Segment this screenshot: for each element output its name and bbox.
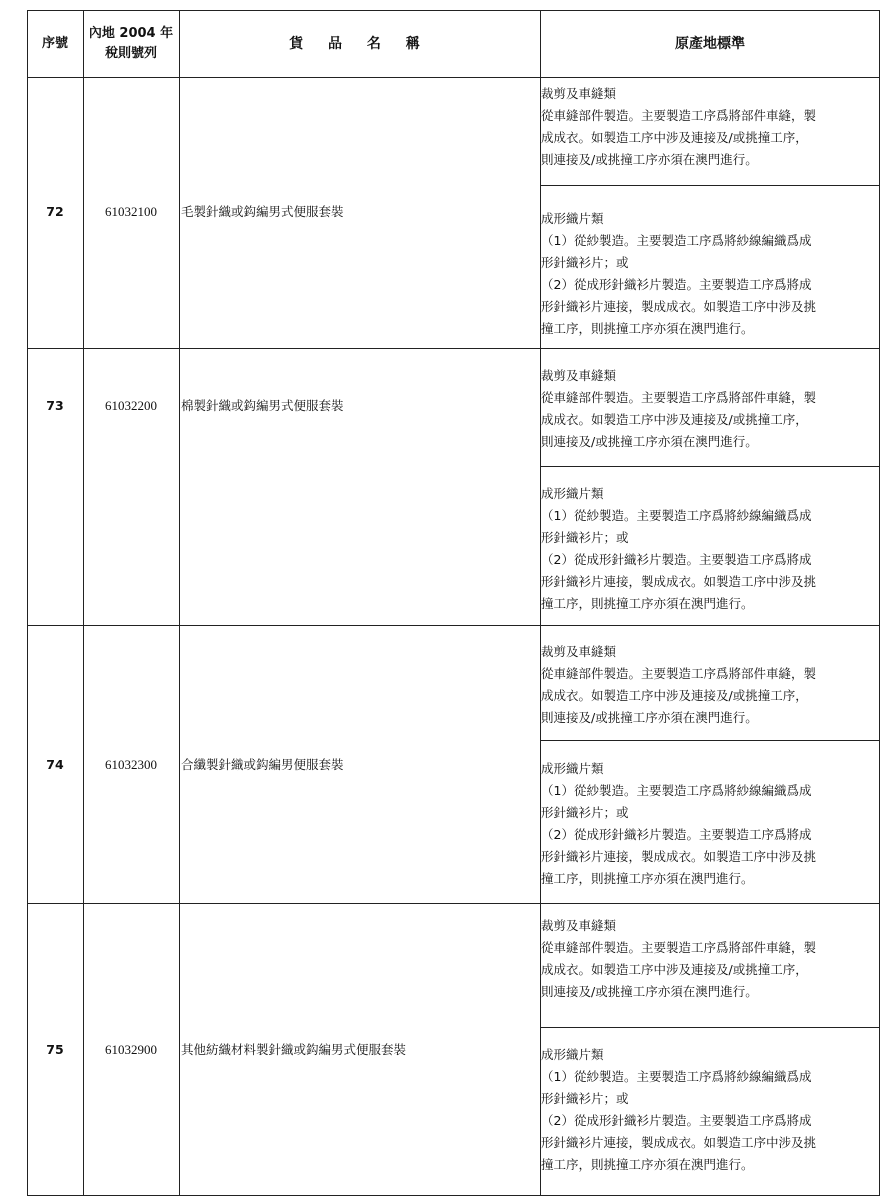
standard-line: 形針織衫片；或 xyxy=(541,255,629,270)
standard-line: （2）從成形針織衫片製造。主要製造工序爲將成 xyxy=(541,827,812,842)
standard-line: 成形織片類 xyxy=(541,761,604,776)
standard-line: 成成衣。如製造工序中涉及連接及/或挑撞工序， xyxy=(541,688,808,703)
row-seq: 73 xyxy=(46,398,64,413)
fully-fashioned-standard xyxy=(541,483,880,615)
standard-line: 撞工序，則挑撞工序亦須在澳門進行。 xyxy=(541,871,754,886)
standard-line: 形針織衫片；或 xyxy=(541,805,629,820)
header-origin-standard: 原產地標準 xyxy=(675,36,745,52)
row-tariff-code: 61032100 xyxy=(105,204,157,219)
standard-line: 裁剪及車縫類 xyxy=(541,918,617,933)
standard-line: 形針織衫片連接，製成成衣。如製造工序中涉及挑 xyxy=(541,574,817,589)
standard-line: （1）從紗製造。主要製造工序爲將紗線編織爲成 xyxy=(541,233,812,248)
row-tariff-code: 61032900 xyxy=(105,1042,157,1057)
row-divider xyxy=(27,625,880,626)
standard-line: 裁剪及車縫類 xyxy=(541,86,617,101)
row-divider xyxy=(27,348,880,349)
standard-line: （2）從成形針織衫片製造。主要製造工序爲將成 xyxy=(541,277,812,292)
cut-and-sew-standard xyxy=(541,365,880,453)
standard-line: （1）從紗製造。主要製造工序爲將紗線編織爲成 xyxy=(541,783,812,798)
standard-line: 形針織衫片；或 xyxy=(541,1091,629,1106)
header-tariff-line2: 稅則號列 xyxy=(104,46,157,61)
sub-row-divider xyxy=(540,740,880,741)
standard-line: 成成衣。如製造工序中涉及連接及/或挑撞工序， xyxy=(541,412,808,427)
cut-and-sew-standard xyxy=(541,641,880,729)
origin-rules-table xyxy=(27,10,880,1196)
column-divider xyxy=(83,10,84,1196)
standard-line: （1）從紗製造。主要製造工序爲將紗線編織爲成 xyxy=(541,1069,812,1084)
row-tariff-code: 61032200 xyxy=(105,398,157,413)
standard-line: 成成衣。如製造工序中涉及連接及/或挑撞工序， xyxy=(541,962,808,977)
standard-line: 則連接及/或挑撞工序亦須在澳門進行。 xyxy=(541,710,758,725)
fully-fashioned-standard xyxy=(541,1044,880,1176)
row-goods-name: 棉製針織或鈎編男式便服套裝 xyxy=(181,398,344,413)
standard-line: 撞工序，則挑撞工序亦須在澳門進行。 xyxy=(541,321,754,336)
standard-line: 形針織衫片連接，製成成衣。如製造工序中涉及挑 xyxy=(541,1135,817,1150)
table-bottom-border xyxy=(27,1195,880,1196)
row-divider xyxy=(27,903,880,904)
standard-line: 裁剪及車縫類 xyxy=(541,644,617,659)
header-tariff-line1: 內地 2004 年 xyxy=(88,26,174,41)
row-goods-name: 其他紡織材料製針織或鈎編男式便服套裝 xyxy=(181,1042,407,1057)
cut-and-sew-standard xyxy=(541,915,880,1003)
standard-line: （2）從成形針織衫片製造。主要製造工序爲將成 xyxy=(541,552,812,567)
standard-line: （1）從紗製造。主要製造工序爲將紗線編織爲成 xyxy=(541,508,812,523)
fully-fashioned-standard xyxy=(541,208,880,340)
standard-line: 則連接及/或挑撞工序亦須在澳門進行。 xyxy=(541,152,758,167)
standard-line: 成形織片類 xyxy=(541,211,604,226)
column-divider xyxy=(179,10,180,1196)
header-goods-name: 貨 品 名 稱 xyxy=(289,36,430,52)
header-tariff xyxy=(83,10,179,78)
standard-line: 成形織片類 xyxy=(541,486,604,501)
standard-line: 則連接及/或挑撞工序亦須在澳門進行。 xyxy=(541,984,758,999)
standard-line: 形針織衫片連接，製成成衣。如製造工序中涉及挑 xyxy=(541,849,817,864)
row-seq: 74 xyxy=(46,757,64,772)
row-goods-name: 合纖製針織或鈎編男便服套裝 xyxy=(181,757,344,772)
standard-line: 成成衣。如製造工序中涉及連接及/或挑撞工序， xyxy=(541,130,808,145)
cut-and-sew-standard xyxy=(541,83,880,171)
standard-line: 從車縫部件製造。主要製造工序爲將部件車縫，製 xyxy=(541,940,817,955)
row-seq: 72 xyxy=(46,204,64,219)
standard-line: 撞工序，則挑撞工序亦須在澳門進行。 xyxy=(541,1157,754,1172)
standard-line: （2）從成形針織衫片製造。主要製造工序爲將成 xyxy=(541,1113,812,1128)
standard-line: 形針織衫片；或 xyxy=(541,530,629,545)
column-divider xyxy=(27,10,28,1196)
row-seq: 75 xyxy=(46,1042,64,1057)
row-tariff-code: 61032300 xyxy=(105,757,157,772)
standard-line: 從車縫部件製造。主要製造工序爲將部件車縫，製 xyxy=(541,666,817,681)
standard-line: 裁剪及車縫類 xyxy=(541,368,617,383)
standard-line: 從車縫部件製造。主要製造工序爲將部件車縫，製 xyxy=(541,108,817,123)
sub-row-divider xyxy=(540,466,880,467)
standard-line: 撞工序，則挑撞工序亦須在澳門進行。 xyxy=(541,596,754,611)
header-seq: 序號 xyxy=(41,36,68,51)
standard-line: 成形織片類 xyxy=(541,1047,604,1062)
standard-line: 從車縫部件製造。主要製造工序爲將部件車縫，製 xyxy=(541,390,817,405)
standard-line: 則連接及/或挑撞工序亦須在澳門進行。 xyxy=(541,434,758,449)
row-goods-name: 毛製針織或鈎編男式便服套裝 xyxy=(181,204,344,219)
sub-row-divider xyxy=(540,1027,880,1028)
standard-line: 形針織衫片連接，製成成衣。如製造工序中涉及挑 xyxy=(541,299,817,314)
fully-fashioned-standard xyxy=(541,758,880,890)
sub-row-divider xyxy=(540,185,880,186)
